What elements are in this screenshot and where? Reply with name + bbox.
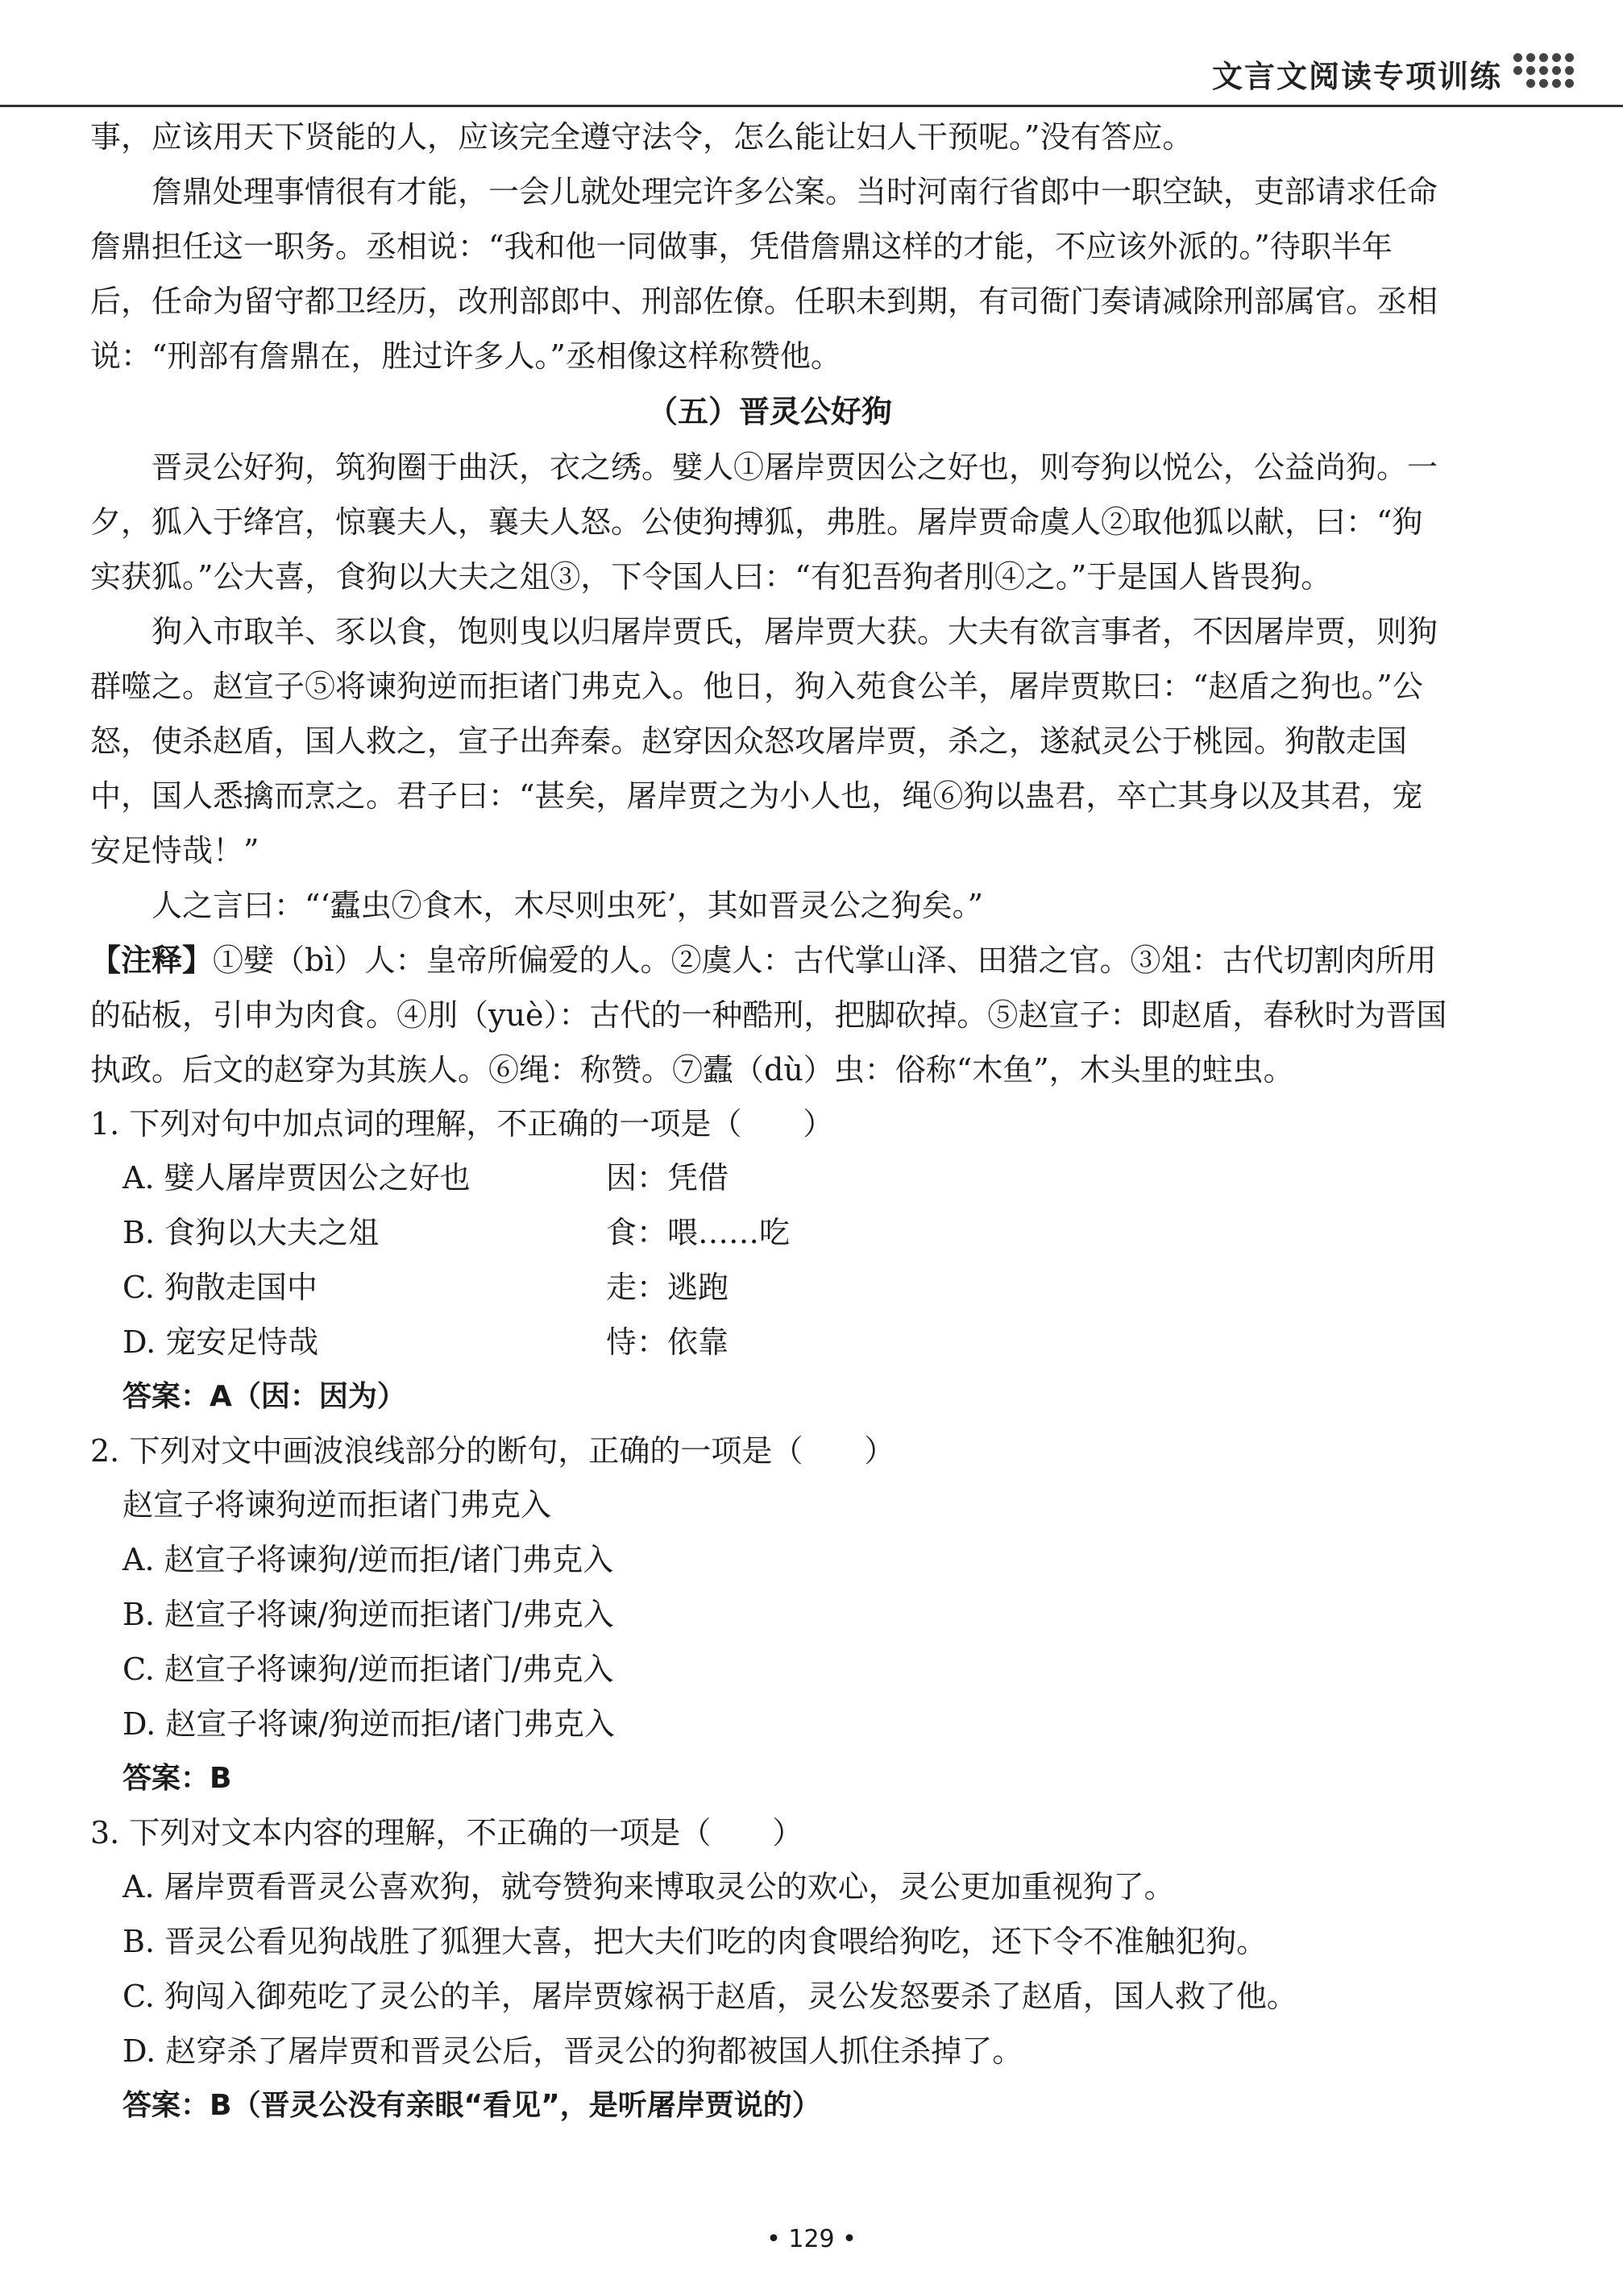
passage-paragraph-2: 狗入市取羊、豕以食，饱则曳以归屠岸贾氏，屠岸贾大获。大夫有欲言事者，不因屠岸贾，则狗群噬之。赵宣子⑤将谏狗逆而拒诸门弗克入。他日，狗入苑食公羊，屠岸贾欺曰：“赵盾之狗也。”公怒，使杀赵盾，国人救之，宣子出奔秦。赵穿因众怒攻屠岸贾，杀之，遂弑灵公于桃园。狗散走国中，国人悉擒而烹之。君子曰：“甚矣，屠岸贾之为小人也，绳⑥狗以蛊君，卒亡其身以及其君，宠安足恃哉！” — [90, 614, 1438, 868]
question-1-answer: 答案：A（因：因为） — [122, 1380, 406, 1413]
question-1 — [90, 1097, 1449, 1424]
question-1-option-b: B. 食狗以大夫之俎 食：喂……吃 — [122, 1215, 791, 1250]
question-3-stem: 3. 下列对文本内容的理解，不正确的一项是（ ） — [90, 1815, 803, 1850]
question-3 — [90, 1806, 1449, 2133]
question-1-option-a: A. 嬖人屠岸贾因公之好也 因：凭借 — [122, 1160, 729, 1196]
question-2-option-c: C. 赵宣子将谏狗/逆而拒诸门/弗克入 — [122, 1652, 614, 1687]
notes-text: ①嬖（bì）人：皇帝所偏爱的人。②虞人：古代掌山泽、田猎之官。③俎：古代切割肉所用的砧板，引申为肉食。④刖（yuè）：古代的一种酷刑，把脚砍掉。⑤赵宣子：即赵盾，春秋时为晋国执政。后文的赵穿为其族人。⑥绳：称赞。⑦蠹（dù）虫：俗称“木鱼”，木头里的蛀虫。 — [90, 943, 1447, 1088]
intro-paragraph-2: 詹鼎处理事情很有才能，一会儿就处理完许多公案。当时河南行省郎中一职空缺，吏部请求任命詹鼎担任这一职务。丞相说：“我和他一同做事，凭借詹鼎这样的才能，不应该外派的。”待职半年后，任命为留守都卫经历，改刑部郎中、刑部佐僚。任职未到期，有司衙门奏请减除刑部属官。丞相说：“刑部有詹鼎在，胜过许多人。”丞相像这样称赞他。 — [90, 174, 1438, 374]
question-2-option-d: D. 赵宣子将谏/狗逆而拒/诸门弗克入 — [122, 1706, 615, 1742]
question-3-option-b: B. 晋灵公看见狗战胜了狐狸大喜，把大夫们吃的肉食喂给狗吃，还下令不准触犯狗。 — [122, 1924, 1268, 1959]
question-2 — [90, 1424, 1449, 1806]
question-3-option-a: A. 屠岸贾看晋灵公喜欢狗，就夸赞狗来博取灵公的欢心，灵公更加重视狗了。 — [122, 1869, 1175, 1904]
passage-paragraph-1: 晋灵公好狗，筑狗圈于曲沃，衣之绣。嬖人①屠岸贾因公之好也，则夸狗以悦公，公益尚狗。一夕，狐入于绛宫，惊襄夫人，襄夫人怒。公使狗搏狐，弗胜。屠岸贾命虞人②取他狐以献，曰：“狗实获狐。”公大喜，食狗以大夫之俎③，下令国人曰：“有犯吾狗者刖④之。”于是国人皆畏狗。 — [90, 450, 1438, 595]
header-dots-icon — [1513, 53, 1576, 89]
question-3-option-d: D. 赵穿杀了屠岸贾和晋灵公后，晋灵公的狗都被国人抓住杀掉了。 — [122, 2033, 1023, 2069]
question-2-answer: 答案：B — [122, 1762, 232, 1795]
question-3-answer: 答案：B（晋灵公没有亲眼“看见”，是听屠岸贾说的） — [122, 2089, 821, 2122]
notes — [90, 933, 1449, 1097]
page-header — [0, 0, 1623, 107]
question-1-option-d: D. 宠安足恃哉 恃：依靠 — [122, 1324, 729, 1360]
question-2-option-b: B. 赵宣子将谏/狗逆而拒诸门/弗克入 — [122, 1597, 614, 1632]
question-2-stem: 2. 下列对文中画波浪线部分的断句，正确的一项是（ ） — [90, 1433, 895, 1469]
passage-paragraph-3: 人之言曰：“‘蠹虫⑦食木，木尽则虫死’，其如晋灵公之狗矣。” — [152, 888, 984, 923]
question-1-stem: 1. 下列对句中加点词的理解，不正确的一项是（ ） — [90, 1106, 834, 1142]
question-2-sentence: 赵宣子将谏狗逆而拒诸门弗克入 — [122, 1487, 552, 1523]
header-title: 文言文阅读专项训练 — [1211, 59, 1502, 94]
section-title: （五）晋灵公好狗 — [646, 394, 892, 429]
question-2-option-a: A. 赵宣子将谏狗/逆而拒/诸门弗克入 — [122, 1542, 614, 1577]
page-content — [90, 110, 1449, 2133]
question-1-option-c: C. 狗散走国中 走：逃跑 — [122, 1270, 729, 1305]
notes-label: 【注释】 — [90, 943, 214, 978]
question-3-option-c: C. 狗闯入御苑吃了灵公的羊，屠岸贾嫁祸于赵盾，灵公发怒要杀了赵盾，国人救了他。 — [122, 1979, 1297, 2014]
page-number: • 129 • — [766, 2225, 857, 2253]
intro-line-1: 事，应该用天下贤能的人，应该完全遵守法令，怎么能让妇人干预呢。”没有答应。 — [90, 119, 1193, 155]
